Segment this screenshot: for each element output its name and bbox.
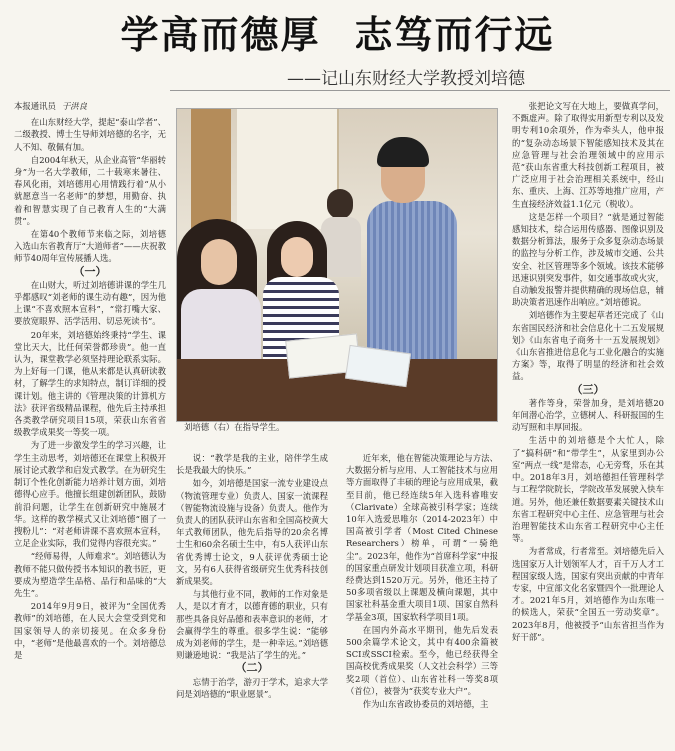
photo-student1-face	[201, 239, 237, 285]
paragraph: 作为山东省政协委员的刘培德，主	[362, 699, 489, 710]
paragraph: 与其他行业不同，教师的工作对象是人，是以才育才，以德育德的职业，只有那些具备良好品德和表率意识的老师，才会赢得学生的尊重。很多学生说：“能够成为刘老师的学生，是一种幸运。”刘培德则谦逊地说：“我是沾了学生的光。”	[176, 589, 328, 661]
photo-student2-face	[281, 237, 313, 277]
paragraph: 在山东财经大学，提起“泰山学者”、二级教授、博士生导师刘培德的名字，无人不知、敬佩有加。	[14, 117, 166, 152]
paragraph: 在第40个教师节来临之际，刘培德入选山东省教育厅“大道师者”——庆祝教师节40周年宣传展播人选。	[14, 229, 166, 264]
subtitle: ——记山东财经大学教授刘培德	[287, 69, 525, 89]
paragraph: 这是怎样一个项目？“就是通过智能感知技术，综合运用传感器、图像识别及数据分析算法，服务于众多复杂动态场景的监控与分析工作，涉及城市交通、公共安全、社区管理等多个领域。该技术能够迅速识别突发事件，如交通事故或火灾，自动触发报警并提供精确的现场信息，辅助决策者迅速作出响应。”刘培德说。	[512, 211, 664, 308]
paragraph: 说：“教学是我的主业，陪伴学生成长是我最大的快乐。”	[176, 453, 328, 476]
headline-part1: 学高而德厚	[120, 13, 321, 57]
paragraph: 为者常成，行者常至。刘培德先后入选国家万人计划领军人才，百千万人才工程国家级人选，国家有突出贡献的中青年专家，中宣部文化名家暨四个一批理论人才。2021年5月，刘培德作为山东唯一的候选人，荣获“全国五一劳动奖章”。2023年8月，他被授予“山东省担当作为好干部”。	[512, 546, 664, 642]
paragraph: 著作等身，荣誉加身，是刘培德20年间潜心治学，立德树人、科研报国的生动写照和丰厚回报。	[512, 397, 664, 433]
paragraph: 在山财大，听过刘培德讲课的学生几乎都感叹“刘老师的课生动有趣”，因为他上课“不喜欢照本宣科”，“常打嘴大家、要放宽眼界、活学活用、切忌死读书”。	[14, 279, 166, 327]
paragraph: 刘培德作为主要起草者还完成了《山东省国民经济和社会信息化十二五发展规划》《山东省电子商务十一五发展规划》《山东省推进信息化与工业化融合的实施方案》等，取得了明显的经济和社会效益。	[512, 310, 664, 382]
headline-part2: 志笃而行远	[354, 13, 555, 57]
paragraph: 忘情于治学，游刃于学术，追求大学问是刘培德的“职业愿景”。	[176, 676, 328, 699]
photo-professor-shirt	[367, 201, 457, 371]
byline-label: 本报通讯员	[14, 101, 56, 111]
divider	[170, 90, 670, 91]
photo-background-student-head	[327, 189, 353, 219]
photo-caption: 刘培德（右）在指导学生。	[184, 422, 285, 432]
paragraph: “经师易得，人师难求”。刘培德认为教师不能只做传授书本知识的教书匠，更要成为塑造学生品格、品行和品味的“大先生”。	[14, 551, 166, 598]
section-heading-1: （一）	[73, 264, 107, 278]
paragraph: 为了进一步激发学生的学习兴趣，让学生主动思考，刘培德还在课堂上积极开展讨论式教学和启发式教学。在为研究生制订个性化创新能力培养计划方面，刘培德得心应手。他擅长组建创新团队，鼓励前沿问题，让学生在创新研究中施展才华。这样的教学模式又让刘培德“圈了一搜粉儿”：“对老师讲课不喜欢照本宣科，立足企业实际，我们觉得内容很充实。”	[14, 440, 166, 549]
byline	[14, 100, 166, 112]
column-3	[346, 452, 498, 746]
photo-window	[237, 109, 339, 229]
paragraph: 如今，刘培德是国家一流专业建设点（物流管理专业）负责人、国家一流课程（智能物流设施与设备）负责人。他作为负责人的团队获评山东省和全国高校黄大年式教师团队，他先后指导的20余名博士生和60余名硕士生中，有5人获评山东省优秀博士论文，9人获评优秀硕士论文，另有6人获得省级研究生优秀科技创新成果奖。	[176, 478, 328, 587]
section-heading-3: （三）	[571, 382, 605, 396]
column-1	[14, 100, 166, 746]
paragraph: 在国内外高水平期刊，他先后发表500余篇学术论文，其中有400余篇被SCI或SSCI检索。至今，他已经获得全国高校优秀成果奖（人文社会科学）三等奖2项（首位）、山东省社科一等奖8项（首位），被誉为“获奖专业大户”。	[346, 624, 498, 696]
photo-background-student-body	[321, 217, 361, 277]
paragraph: 生活中的刘培德是个大忙人，除了“搞科研”和“带学生”，从家里到办公室“两点一线”是常态，心无旁骛，乐在其中。2018年3月，刘培德担任管理科学与工程学院院长，学院改革发展驶入快车道。另外，他还兼任数据要素关键技术山东省工程研究中心主任、应急管理与社会治理智能技术山东省工程研究中心主任等。	[512, 435, 664, 544]
section-heading-2: （二）	[235, 661, 269, 675]
photo-professor-with-students	[176, 108, 498, 422]
paragraph: 张把论文写在大地上，要做真学问，不甄虚声。除了取得实用新型专利以及发明专利10余项外，作为牵头人，他申报的“复杂动态场景下智能感知技术及其在应急管理与社会治理领域中的应用示范”获山东省重大科技创新工程项目，被广泛应用于社会治理相关系统中，经山东、重庆、上海、江苏等地推广应用，产生直接经济效益1.1亿元（税收）。	[512, 101, 664, 209]
byline-name: 于洪良	[61, 101, 87, 111]
paragraph: 2014年9月9日，被评为“全国优秀教师”的刘培德，在人民大会堂受到党和国家领导人的亲切接见。在众多身份中，“老师”是他最喜欢的一个。刘培德总是	[14, 601, 166, 660]
photo-professor-hair	[377, 137, 429, 167]
paragraph: 自2004年秋天，从企业高管“华丽转身”为一名大学教师，二十载寒来暑往、春风化雨，刘培德用心用情践行着“从小就愿意当一名老师”的梦想，用勤奋、执着和智慧实现了自己教育人生的“大满贯”。	[14, 154, 166, 226]
headline	[0, 4, 675, 59]
paragraph: 近年来，他在智能决策理论与方法、大数据分析与应用、人工智能技术与应用等方面取得了丰硕的理论与应用成果，截至目前，他已经连续5年入选科睿唯安（Clarivate）全球高被引科学家；连续10年入选爱思唯尔（2014-2023年）中国高被引学者（Most Cited Chinese Researchers）榜单，可谓“一骑绝尘”。2023年，他作为“首席科学家”申报的国家重点研发计划项目获准立项，科研经费达到1520万元。另外，他还主持了50多项省级以上课题及横向课题，其中国家社科基金重大项目1项、国家自然科学基金3项，国家软科学项目1项。	[346, 453, 498, 622]
column-2	[176, 452, 328, 746]
column-4	[512, 100, 664, 746]
paragraph: 20年来，刘培德始终秉持“学生、课堂比天大，比任何荣誉都珍贵”。他一直认为，课堂教学必须坚持理论联系实际。为上好每一门课，他从来都是认真研读教材，了解学生的求知特点，制订详细的授课计划。他主讲的《管理决策的计算机方法》获评省级精品课程，他先后主持承担各类教学研究项目15项，荣获山东省省级教学成果奖一等奖一项。	[14, 329, 166, 438]
